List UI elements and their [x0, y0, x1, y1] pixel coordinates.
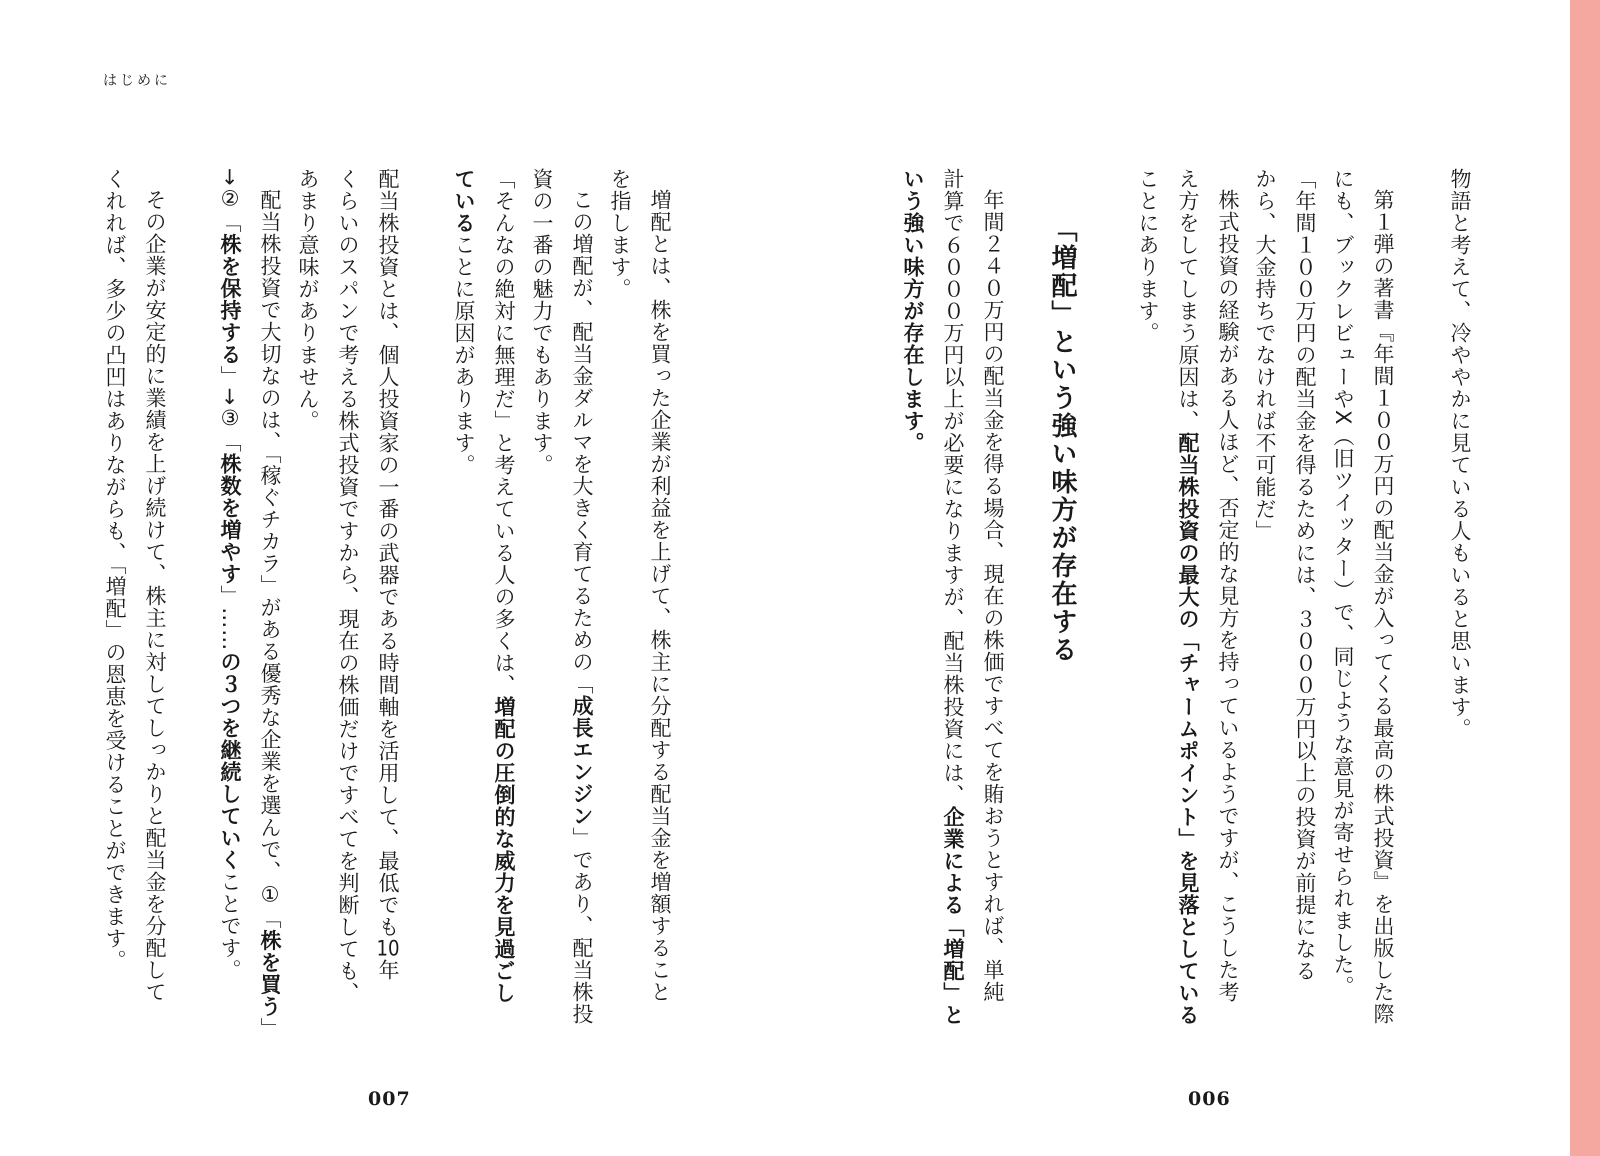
section-heading: 「増配」という強い味方が存在する [1047, 216, 1077, 664]
paragraph-quote-objection [1245, 168, 1325, 1028]
text-span: ことです。 [218, 871, 242, 982]
text-line: ことにあります。 [1136, 168, 1160, 344]
bold-text-span: の３つを継続していく [218, 651, 242, 872]
text-line: 年間２４０万円の配当金を得る場合、現在の株価ですべてを賄おうとすれば、単純 [981, 189, 1005, 1003]
text-line: 増配とは、株を買った企業が利益を上げて、株主に分配する配当金を増額すること [648, 189, 672, 1003]
page-number-right: 006 [1188, 1088, 1231, 1110]
paragraph-definition [600, 168, 680, 1028]
text-line: くらいのスパンで考える株式投資ですから、現在の株価だけですべてを判断しても、 [336, 168, 360, 1004]
text-span: 」であり、配当株投 [570, 827, 594, 1025]
tate-chu-yoko-number: 10 [376, 938, 400, 959]
text-span: この増配が、配当金ダルマを大きく育てるための「 [570, 189, 594, 695]
text-line: あまり意味がありません。 [296, 168, 320, 432]
page-number-left: 007 [368, 1088, 411, 1110]
text-line: 資の一番の魅力でもあります。 [530, 168, 554, 476]
running-head: はじめに [103, 73, 171, 89]
text-span: 」→③「 [218, 365, 242, 454]
paragraph-dividend-increase [893, 168, 1013, 1028]
text-span: え方をしてしまう原因は、 [1176, 168, 1200, 432]
text-line: くれれば、多少の凸凹はありながらも、「増配」の恩恵を受けることができます。 [103, 168, 127, 972]
text-span: 配当株投資で大切なのは、「稼ぐチカラ」がある優秀な企業を選んで、①「 [258, 189, 282, 930]
paragraph-first-book [1323, 168, 1403, 1028]
paragraph-time-horizon [288, 168, 408, 1028]
text-span: 」 [258, 1017, 282, 1040]
bold-text-span: ている [452, 168, 476, 234]
bold-text-line: いう強い味方が存在します。 [901, 168, 925, 454]
bold-text-span: 株数を増やす [218, 453, 242, 586]
text-line: 株式投資の経験がある人ほど、否定的な見方を持っているようですが、こうした考 [1216, 189, 1240, 1003]
text-line: 「年間１００万円の配当金を得るためには、３０００万円以上の投資が前提になる [1293, 168, 1317, 982]
text-span: 配当株投資とは、個人投資家の一番の武器である時間軸を活用して、最低でも [376, 168, 400, 938]
paragraph-growth-engine [522, 168, 602, 1028]
bold-text-span: 企業による「増配」と [941, 806, 965, 1026]
page-edge-accent [1570, 0, 1600, 1156]
paragraph-overlooked-power [444, 168, 524, 1028]
text-line: にも、ブックレビューやX（旧ツイッター）で、同じような意見が寄せられました。 [1331, 168, 1355, 998]
text-span: 」…… [218, 585, 242, 652]
bold-text-span: 株を買う [258, 929, 282, 1018]
text-span: 「そんなの絶対に無理だ」と考えている人の多くは、 [492, 168, 516, 696]
text-span: ことに原因があります。 [452, 234, 476, 476]
bold-text-span: 配当株投資の最大の「チャームポイント」を見落としている [1176, 432, 1200, 1026]
bold-text-span: 成長エンジン [570, 695, 594, 827]
paragraph-three-steps [210, 168, 290, 1040]
bold-text-span: 増配の圧倒的な威力を見過ごし [492, 696, 516, 1004]
text-line: を指します。 [608, 168, 632, 300]
text-line: 第１弾の著書『年間１００万円の配当金が入ってくる最高の株式投資』を出版した際 [1371, 189, 1395, 1025]
paragraph-benefit [95, 168, 175, 1028]
text-line: 物語と考えて、冷ややかに見ている人もいると思います。 [1448, 168, 1472, 740]
text-span: 年 [376, 959, 400, 981]
paragraph-intro-end [1440, 168, 1480, 1028]
paragraph-charm-point [1128, 168, 1248, 1028]
text-span: →②「 [218, 168, 242, 234]
text-span: 計算で６０００万円以上が必要になりますが、配当株投資には、 [941, 168, 965, 806]
bold-text-span: 株を保持する [218, 233, 242, 366]
text-line: から、大金持ちでなければ不可能だ」 [1253, 168, 1277, 542]
text-line: その企業が安定的に業績を上げ続けて、株主に対してしっかりと配当金を分配して [143, 189, 167, 1003]
